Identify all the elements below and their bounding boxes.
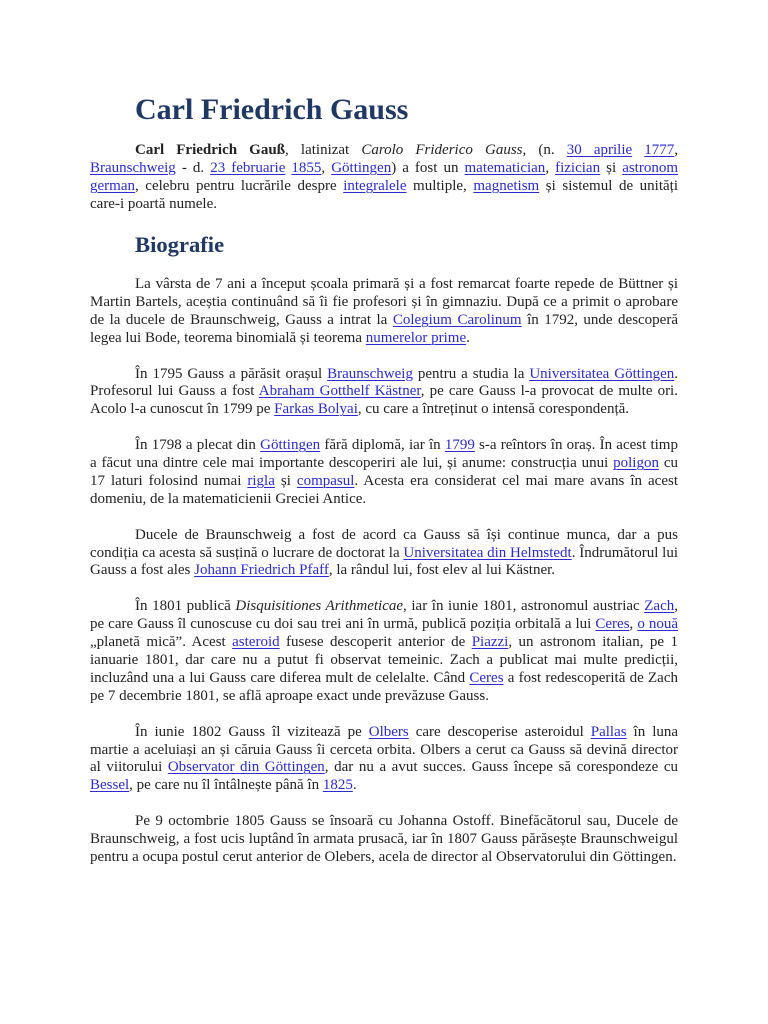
link-fizician[interactable]: fizician [555, 159, 601, 176]
bio-paragraph-6 [90, 724, 678, 796]
link-magnetism[interactable]: magnetism [473, 177, 540, 194]
text-run: , (n. [522, 142, 567, 158]
link-rigla[interactable]: rigla [247, 472, 275, 489]
link-gottingen[interactable]: Göttingen [331, 159, 392, 176]
text-run: care descoperise asteroidul [408, 723, 591, 740]
bio-paragraph-5 [90, 598, 678, 705]
link-olbers[interactable]: Olbers [368, 723, 409, 740]
text-run: și [274, 472, 297, 489]
text-run: , pe care nu îl întâlnește până în [129, 777, 323, 794]
text-run: în 1792, unde descoperă legea lui Bode, teorema binomială și teorema [90, 311, 678, 346]
text-run: s-a reîntors în oraș. În acest timp a făcut una dintre cele mai importante descoperiri ale lui, și anume: construcția unui [90, 437, 678, 472]
link-poligon[interactable]: poligon [613, 455, 659, 472]
text-run: ) a fost un [391, 159, 465, 176]
text-run: fusese descoperit anterior de [279, 634, 472, 651]
text-run: - d. [175, 159, 211, 176]
link-braunschweig[interactable]: Braunschweig [327, 365, 413, 382]
text-run: , dar nu a avut succes. Gauss începe să corespondeze cu [324, 759, 678, 776]
text-run: . Acesta era considerat cel mai mare avans în acest domeniu, de la matematicienii Greciei Antice. [90, 472, 678, 507]
link-pallas[interactable]: Pallas [590, 723, 627, 740]
link-farkas-bolyai[interactable]: Farkas Bolyai [274, 401, 358, 418]
text-run: și sistemul de unități care-i poartă numele. [90, 177, 679, 212]
text-run: , latinizat [285, 142, 362, 158]
link-o-noua[interactable]: o nouă [637, 616, 678, 633]
bio-paragraph-7 [90, 813, 678, 867]
text-run [632, 142, 644, 158]
page-title: Carl Friedrich Gauss [135, 93, 409, 126]
text-run: pentru a studia la [412, 365, 530, 382]
link-numerelor-prime[interactable]: numerelor prime [365, 329, 467, 346]
link-1825[interactable]: 1825 [322, 777, 353, 794]
text-run: , la rândul lui, fost elev al lui Kästner. [328, 562, 556, 579]
text-run: Ducele de Braunschweig a fost de acord ca Gauss să își continue munca, dar a pus condiția ca acesta să susțină o lucrare de doctorat la [90, 526, 678, 561]
text-run: În 1798 a plecat din [135, 437, 261, 454]
text-run: , un astronom italian, pe 1 ianuarie 1801, dar care nu a putut fi observat temeinic. Zach a publicat mai multe predicții, incluzând una a lui Gauss care diferea mult de celelalte. Când [90, 634, 678, 686]
link-observator-din-gottingen[interactable]: Observator din Göttingen [167, 759, 325, 776]
text-run: , [674, 142, 678, 158]
link-universitatea-gottingen[interactable]: Universitatea Göttingen [529, 365, 675, 382]
bio-paragraph-2 [90, 366, 678, 420]
link-universitatea-din-helmstedt[interactable]: Universitatea din Helmstedt [403, 544, 572, 561]
text-run: , iar în iunie 1801, astronomul austriac [403, 598, 645, 615]
text-run: , [321, 159, 332, 176]
text-run: Pe 9 octombrie 1805 Gauss se însoară cu Johanna Ostoff. Binefăcătorul sau, Ducele de Braunschweig, a fost ucis luptând în armata prusacă, iar în 1807 Gauss părăsește Braunschweigul pentru a ocupa postul cerut anterior de Olebers, acela de director al Observatorului din Göttingen. [90, 813, 678, 865]
link-colegium-carolinum[interactable]: Colegium Carolinum [392, 311, 522, 328]
link-integralele[interactable]: integralele [343, 177, 407, 194]
text-run: și [600, 159, 623, 176]
link-astronom-german[interactable]: astronom german [90, 159, 679, 194]
italic-text: Carolo Friderico Gauss [361, 142, 523, 158]
text-run: fără diplomă, iar în [320, 437, 445, 454]
link-matematician[interactable]: matematician [464, 159, 546, 176]
link-asteroid[interactable]: asteroid [232, 634, 280, 651]
text-run: , [545, 159, 556, 176]
text-run: În 1795 Gauss a părăsit orașul [135, 365, 328, 382]
link-ceres[interactable]: Ceres [469, 669, 504, 686]
section-heading-biografie: Biografie [135, 232, 225, 258]
document-page [90, 0, 678, 867]
text-run: , [629, 616, 638, 633]
link-abraham-gotthelf-kastner[interactable]: Abraham Gotthelf Kästner [258, 383, 421, 400]
text-run: „planetă mică”. Acest [90, 634, 233, 651]
link-ceres[interactable]: Ceres [595, 616, 630, 633]
link-30-aprilie[interactable]: 30 aprilie [566, 142, 633, 158]
link-23-februarie[interactable]: 23 februarie [210, 159, 286, 176]
italic-text: Disquisitiones Arithmeticae [235, 598, 404, 615]
intro-paragraph [90, 142, 678, 214]
text-run: cu 17 laturi folosind numai [90, 455, 678, 489]
text-run: , cu care a întreținut o intensă corespondență. [357, 401, 630, 418]
text-run: a fost redescoperită de Zach pe 7 decembrie 1801, se află aproape exact unde prevăzuse Gauss. [90, 669, 678, 704]
bold-text: Carl Friedrich Gauß [135, 142, 286, 158]
text-run: , celebru pentru lucrările despre [134, 177, 344, 194]
text-run: La vârsta de 7 ani a început școala primară și a fost remarcat foarte repede de Büttner și Martin Bartels, aceștia continuând să îi fie profesori și în gimnaziu. După ce a primit o aprobare de la ducele de Braunschweig, Gauss a intrat la [90, 276, 678, 328]
text-run: , pe care Gauss îl cunoscuse cu doi sau trei ani în urmă, publică poziția orbitală a lui [90, 598, 678, 633]
link-piazzi[interactable]: Piazzi [471, 634, 509, 651]
text-run: . [352, 777, 357, 794]
link-1799[interactable]: 1799 [444, 437, 475, 454]
text-run: . [466, 329, 470, 346]
link-gottingen[interactable]: Göttingen [260, 437, 321, 454]
text-run: în luna martie a aceluiași an și căruia Gauss îi cerceta orbita. Olbers a cerut ca Gauss să devină director al viitorului [90, 723, 679, 776]
text-run: multiple, [406, 177, 474, 194]
link-johann-friedrich-pfaff[interactable]: Johann Friedrich Pfaff [194, 562, 329, 579]
text-run: , pe care Gauss l-a provocat de multe ori. Acolo l-a cunoscut în 1799 pe [90, 383, 678, 418]
link-braunschweig[interactable]: Braunschweig [90, 159, 176, 176]
link-1855[interactable]: 1855 [291, 159, 322, 176]
text-run: În iunie 1802 Gauss îl vizitează pe [135, 723, 369, 740]
bio-paragraph-4 [90, 527, 678, 581]
link-zach[interactable]: Zach [644, 598, 675, 615]
link-compasul[interactable]: compasul [296, 472, 355, 489]
text-run: . Profesorul lui Gauss a fost [90, 365, 678, 400]
text-run: În 1801 publică [135, 598, 236, 615]
bio-paragraph-1 [90, 276, 678, 348]
text-run: . Îndrumătorul lui Gauss a fost ales [90, 544, 678, 579]
link-1777[interactable]: 1777 [644, 142, 675, 158]
bio-paragraph-3 [90, 437, 678, 509]
link-bessel[interactable]: Bessel [90, 777, 130, 794]
